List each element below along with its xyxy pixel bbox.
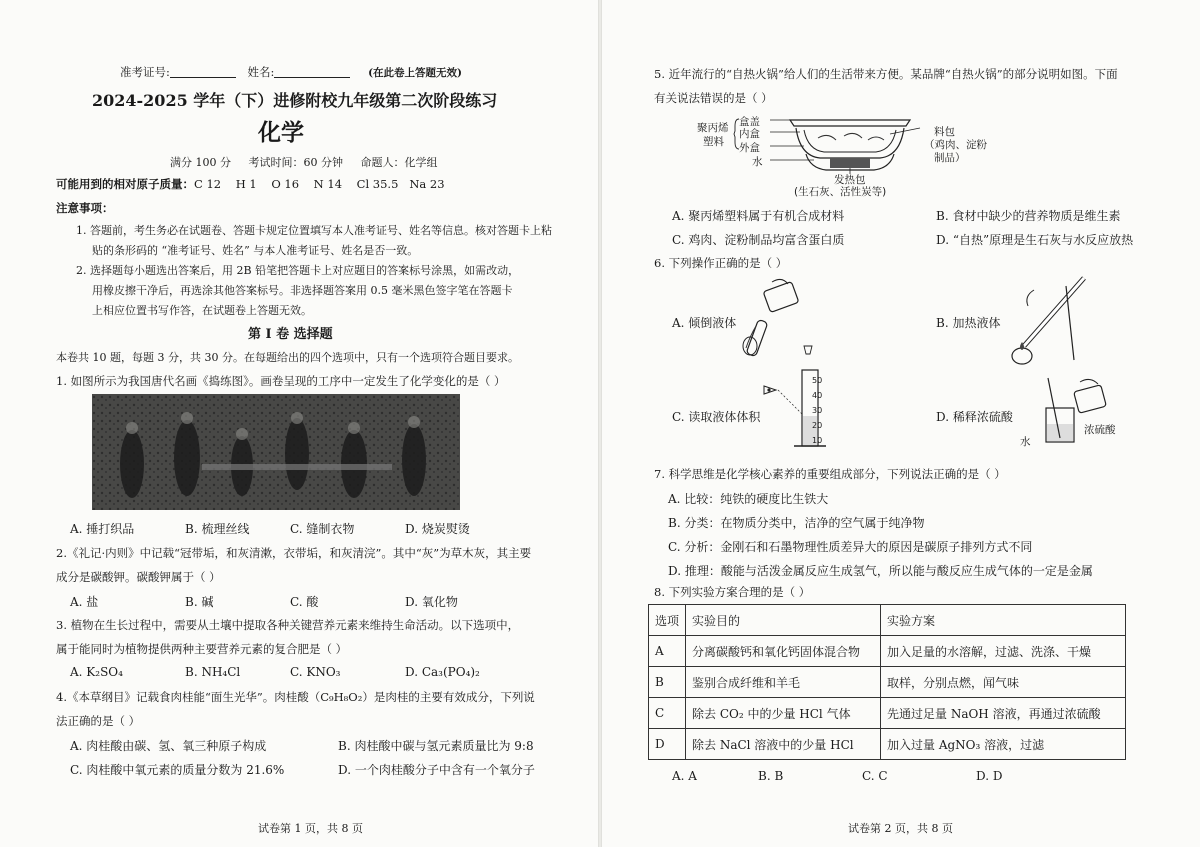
cylinder-tick-20: 20 bbox=[812, 421, 823, 430]
q6-stem: 6. 下列操作正确的是（ ） bbox=[654, 256, 788, 270]
label-water-beaker: 水 bbox=[1020, 436, 1031, 448]
q8-option-d: D. D bbox=[976, 769, 1003, 783]
experiment-table bbox=[648, 604, 1126, 760]
score-info: 满分 100 分 bbox=[170, 156, 231, 169]
q4-stem-line-1: 4.《本草纲目》记载食肉桂能“面生光华”。肉桂酸（C₉H₈O₂）是肉桂的主要有效成分，下列说 bbox=[56, 690, 535, 704]
exam-id-label: 准考证号: bbox=[120, 65, 170, 79]
q3-stem-line-1: 3. 植物在生长过程中，需要从土壤中提取各种关键营养元素来维持生命活动。以下选项中， bbox=[56, 618, 520, 632]
section-intro: 本卷共 10 题，每题 3 分，共 30 分。在每题给出的四个选项中，只有一个选项符合题目要求。 bbox=[56, 351, 519, 364]
label-concentrated-acid: 浓硫酸 bbox=[1084, 424, 1116, 436]
table-cell: 取样，分别点燃，闻气味 bbox=[881, 667, 1126, 698]
q7-option-c: C. 分析：金刚石和石墨物理性质差异大的原因是碳原子排列方式不同 bbox=[668, 540, 1033, 554]
table-header-cell: 实验方案 bbox=[881, 605, 1126, 636]
atomic-mass-label: 可能用到的相对原子质量： bbox=[56, 177, 194, 191]
q3-option-c: C. KNO₃ bbox=[290, 665, 341, 679]
label-inner-box: 内盒 bbox=[739, 128, 760, 140]
q5-option-c: C. 鸡肉、淀粉制品均富含蛋白质 bbox=[672, 233, 845, 247]
brace-icon bbox=[734, 118, 740, 150]
atomic-mass-row bbox=[56, 176, 445, 192]
note-2-line-2: 用橡皮擦干净后，再选涂其他答案标号。非选择题答案用 0.5 毫米黑色签字笔在答题卡 bbox=[92, 284, 513, 297]
label-heat-pack: 发热包 bbox=[834, 174, 866, 186]
q7-option-a: A. 比较：纯铁的硬度比生铁大 bbox=[668, 492, 829, 506]
table-header-cell: 实验目的 bbox=[686, 605, 881, 636]
q8-option-a: A. A bbox=[672, 769, 697, 783]
notes-heading: 注意事项： bbox=[56, 201, 114, 215]
name-label: 姓名: bbox=[247, 65, 275, 79]
note-2-line-3: 上相应位置书写作答，在试题卷上答题无效。 bbox=[92, 304, 312, 317]
q5-option-b: B. 食材中缺少的营养物质是维生素 bbox=[936, 209, 1121, 223]
q5-stem-line-2: 有关说法错误的是（ ） bbox=[654, 91, 773, 105]
subject-title: 化学 bbox=[258, 120, 304, 146]
q7-option-d: D. 推理：酸能与活泼金属反应生成氢气，所以能与酸反应生成气体的一定是金属 bbox=[668, 564, 1093, 578]
q5-option-d: D. “自热”原理是生石灰与水反应放热 bbox=[936, 233, 1134, 247]
q4-option-a: A. 肉桂酸由碳、氢、氧三种原子构成 bbox=[70, 739, 267, 753]
exam-id-blank bbox=[170, 65, 236, 78]
note-1-line-2: 贴的条形码的 “准考证号、姓名” 与本人准考证号、姓名是否一致。 bbox=[92, 244, 419, 257]
table-cell: A bbox=[649, 636, 686, 667]
q2-option-d: D. 氧化物 bbox=[405, 595, 458, 609]
label-polypropylene-1: 聚丙烯 bbox=[697, 122, 729, 134]
note-1-line-1: 1. 答题前，考生务必在试题卷、答题卡规定位置填写本人准考证号、姓名等信息。核对答题卡上粘 bbox=[76, 224, 552, 237]
q4-stem-line-2: 法正确的是（ ） bbox=[56, 714, 141, 728]
page-1-footer: 试卷第 1 页，共 8 页 bbox=[258, 822, 363, 835]
exam-id-row bbox=[120, 64, 462, 80]
section-title: 第 Ⅰ 卷 选择题 bbox=[248, 327, 333, 342]
table-cell: B bbox=[649, 667, 686, 698]
q3-option-d: D. Ca₃(PO₄)₂ bbox=[405, 665, 480, 679]
q2-stem-line-2: 成分是碳酸钾。碳酸钾属于（ ） bbox=[56, 570, 221, 584]
note-2-line-1: 2. 选择题每小题选出答案后，用 2B 铅笔把答题卡上对应题目的答案标号涂黑，如需改动， bbox=[76, 264, 520, 277]
table-row bbox=[649, 698, 1126, 729]
q6-option-b: B. 加热液体 bbox=[936, 316, 1001, 330]
q8-option-b: B. B bbox=[758, 769, 784, 783]
label-food-pack: 料包 bbox=[934, 126, 955, 138]
table-cell: C bbox=[649, 698, 686, 729]
label-polypropylene-2: 塑料 bbox=[703, 136, 724, 148]
table-cell: D bbox=[649, 729, 686, 760]
q8-option-c: C. C bbox=[862, 769, 888, 783]
table-cell: 除去 NaCl 溶液中的少量 HCl bbox=[686, 729, 881, 760]
q6-option-d: D. 稀释浓硫酸 bbox=[936, 410, 1013, 424]
q3-option-a: A. K₂SO₄ bbox=[70, 665, 123, 679]
q7-option-b: B. 分类：在物质分类中，洁净的空气属于纯净物 bbox=[668, 516, 925, 530]
painting-image bbox=[92, 394, 460, 510]
time-info: 考试时间：60 分钟 bbox=[248, 156, 343, 169]
q3-stem-line-2: 属于能同时为植物提供两种主要营养元素的复合肥是（ ） bbox=[56, 642, 348, 656]
table-cell: 分离碳酸钙和氧化钙固体混合物 bbox=[686, 636, 881, 667]
q1-option-c: C. 缝制衣物 bbox=[290, 522, 355, 536]
heating-liquid-diagram bbox=[1004, 276, 1094, 366]
diluting-acid-diagram bbox=[1034, 378, 1114, 448]
q4-option-d: D. 一个肉桂酸分子中含有一个氧分子 bbox=[338, 763, 535, 777]
atomic-mass-values: C 12 H 1 O 16 N 14 Cl 35.5 Na 23 bbox=[194, 177, 445, 191]
graduated-cylinder-diagram bbox=[764, 342, 834, 454]
label-food-products: 制品） bbox=[934, 152, 966, 164]
label-lid: 盒盖 bbox=[739, 116, 760, 128]
q1-option-a: A. 捶打织品 bbox=[70, 522, 135, 536]
label-outer-box: 外盒 bbox=[739, 142, 760, 154]
table-cell: 先通过足量 NaOH 溶液，再通过浓硫酸 bbox=[881, 698, 1126, 729]
table-row bbox=[649, 729, 1126, 760]
q5-option-a: A. 聚丙烯塑料属于有机合成材料 bbox=[672, 209, 845, 223]
q2-stem-line-1: 2.《礼记·内则》中记载“冠带垢，和灰清漱，衣带垢，和灰清浣”。其中“灰”为草木灰，其主要 bbox=[56, 546, 532, 560]
q2-option-b: B. 碱 bbox=[185, 595, 214, 609]
author-info: 命题人：化学组 bbox=[360, 156, 438, 169]
cylinder-tick-40: 40 bbox=[812, 391, 823, 400]
exam-meta bbox=[170, 154, 438, 170]
no-answer-notice: (在此卷上答题无效) bbox=[368, 67, 462, 79]
table-header-cell: 选项 bbox=[649, 605, 686, 636]
page-2-footer: 试卷第 2 页，共 8 页 bbox=[848, 822, 953, 835]
cylinder-tick-50: 50 bbox=[812, 376, 823, 385]
table-cell: 鉴别合成纤维和羊毛 bbox=[686, 667, 881, 698]
q8-stem: 8. 下列实验方案合理的是（ ） bbox=[654, 585, 811, 599]
q5-stem-line-1: 5. 近年流行的“自热火锅”给人们的生活带来方便。某品牌“自热火锅”的部分说明如图。下面 bbox=[654, 67, 1118, 81]
label-heat-pack-contents: (生石灰、活性炭等) bbox=[794, 186, 887, 198]
label-food-contents: （鸡肉、淀粉 bbox=[924, 139, 987, 151]
table-row bbox=[649, 667, 1126, 698]
table-cell: 加入过量 AgNO₃ 溶液，过滤 bbox=[881, 729, 1126, 760]
exam-title: 2024-2025 学年（下）进修附校九年级第二次阶段练习 bbox=[92, 91, 498, 110]
cylinder-tick-10: 10 bbox=[812, 436, 823, 445]
q4-option-c: C. 肉桂酸中氧元素的质量分数为 21.6% bbox=[70, 763, 285, 777]
q6-option-c: C. 读取液体体积 bbox=[672, 410, 761, 424]
hotpot-diagram bbox=[770, 110, 930, 180]
q7-stem: 7. 科学思维是化学核心素养的重要组成部分，下列说法正确的是（ ） bbox=[654, 467, 1006, 481]
left-page bbox=[0, 0, 598, 847]
label-water: 水 bbox=[752, 156, 763, 168]
q1-stem: 1. 如图所示为我国唐代名画《捣练图》。画卷呈现的工序中一定发生了化学变化的是（ ） bbox=[56, 374, 506, 388]
q1-option-d: D. 烧炭熨烫 bbox=[405, 522, 470, 536]
table-header-row bbox=[649, 605, 1126, 636]
table-cell: 加入足量的水溶解，过滤、洗涤、干燥 bbox=[881, 636, 1126, 667]
name-blank bbox=[274, 65, 350, 78]
q2-option-a: A. 盐 bbox=[70, 595, 99, 609]
cylinder-tick-30: 30 bbox=[812, 406, 823, 415]
q4-option-b: B. 肉桂酸中碳与氢元素质量比为 9:8 bbox=[338, 739, 534, 753]
q2-option-c: C. 酸 bbox=[290, 595, 319, 609]
table-row bbox=[649, 636, 1126, 667]
q6-option-a: A. 倾倒液体 bbox=[672, 316, 737, 330]
table-cell: 除去 CO₂ 中的少量 HCl 气体 bbox=[686, 698, 881, 729]
q3-option-b: B. NH₄Cl bbox=[185, 665, 241, 679]
q1-option-b: B. 梳理丝线 bbox=[185, 522, 250, 536]
